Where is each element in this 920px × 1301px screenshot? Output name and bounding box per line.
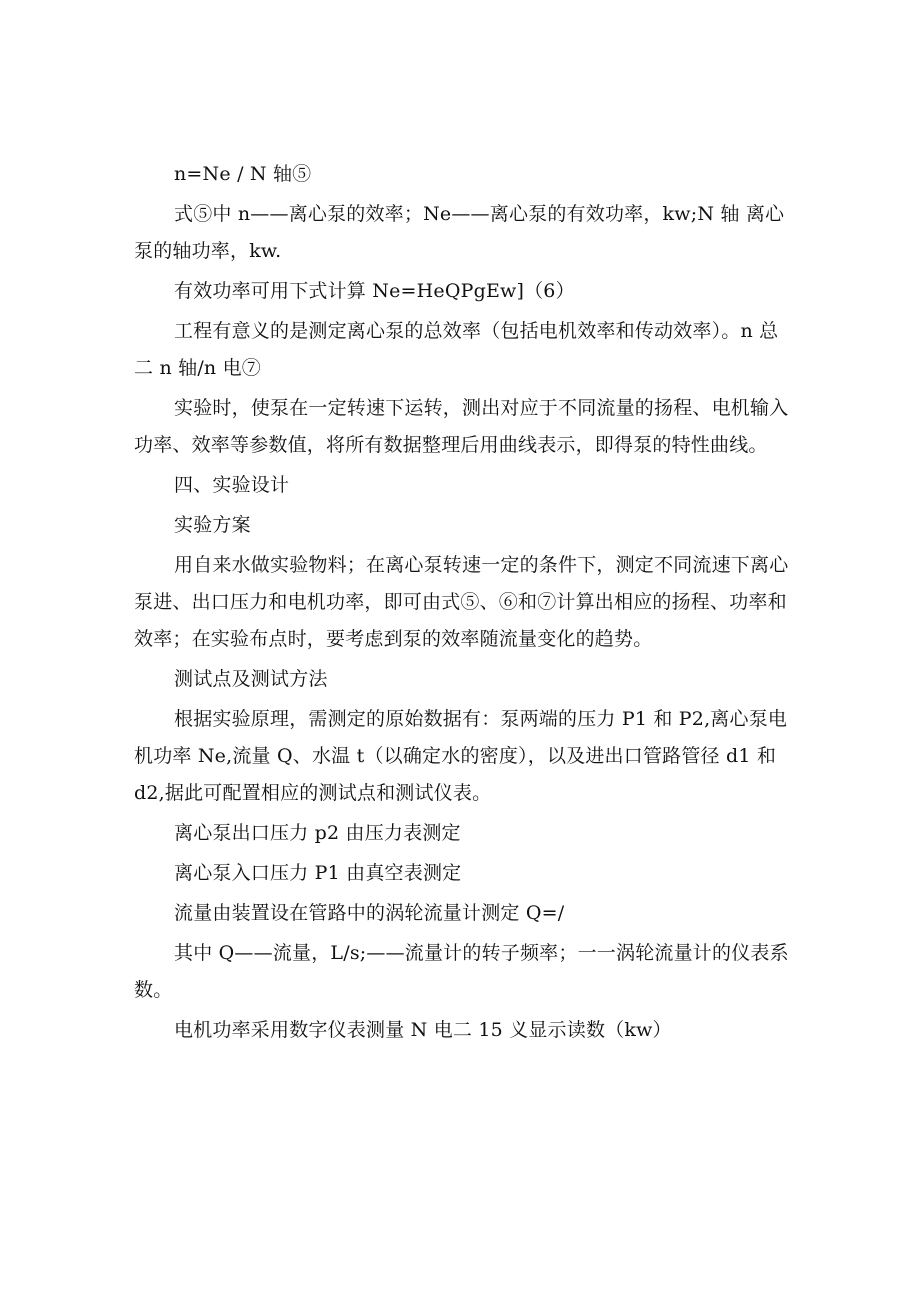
experiment-plan-paragraph: 用自来水做实验物料；在离心泵转速一定的条件下，测定不同流速下离心泵进、出口压力和电机功率，即可由式⑤、⑥和⑦计算出相应的扬程、功率和效率；在实验布点时，要考虑到泵的效率随流量变化的趋势。 bbox=[134, 554, 789, 650]
motor-power-line: 电机功率采用数字仪表测量 N 电二 15 义显示读数（kw） bbox=[174, 1019, 672, 1041]
formula-efficiency: n=Ne / N 轴⑤ bbox=[174, 163, 312, 185]
subheading-test-points: 测试点及测试方法 bbox=[174, 668, 328, 690]
flow-measurement-line: 流量由装置设在管路中的涡轮流量计测定 Q=/ bbox=[174, 902, 565, 924]
flow-definition-paragraph: 其中 Q——流量，L/s;——流量计的转子频率；一一涡轮流量计的仪表系数。 bbox=[134, 942, 789, 1001]
section-heading-experiment-design: 四、实验设计 bbox=[174, 474, 290, 496]
outlet-pressure-line: 离心泵出口压力 p2 由压力表测定 bbox=[174, 822, 461, 844]
experiment-procedure-paragraph: 实验时，使泵在一定转速下运转，测出对应于不同流量的扬程、电机输入功率、效率等参数值，将所有数据整理后用曲线表示，即得泵的特性曲线。 bbox=[134, 397, 789, 456]
raw-data-paragraph: 根据实验原理，需测定的原始数据有：泵两端的压力 P1 和 P2,离心泵电机功率 Ne,流量 Q、水温 t（以确定水的密度），以及进出口管路管径 d1 和 d2,据此可配置相应的测试点和测试仪表。 bbox=[134, 708, 788, 804]
subheading-experiment-plan: 实验方案 bbox=[174, 514, 251, 536]
total-efficiency-paragraph: 工程有意义的是测定离心泵的总效率（包括电机效率和传动效率）。n 总二 n 轴/n 电⑦ bbox=[134, 320, 779, 379]
effective-power-formula: 有效功率可用下式计算 Ne=HeQPgEw]（6） bbox=[174, 280, 575, 302]
formula-explanation: 式⑤中 n——离心泵的效率；Ne——离心泵的有效功率，kw;N 轴 离心泵的轴功率，kw. bbox=[134, 203, 785, 262]
document-body bbox=[134, 156, 794, 1049]
inlet-pressure-line: 离心泵入口压力 P1 由真空表测定 bbox=[174, 862, 462, 884]
